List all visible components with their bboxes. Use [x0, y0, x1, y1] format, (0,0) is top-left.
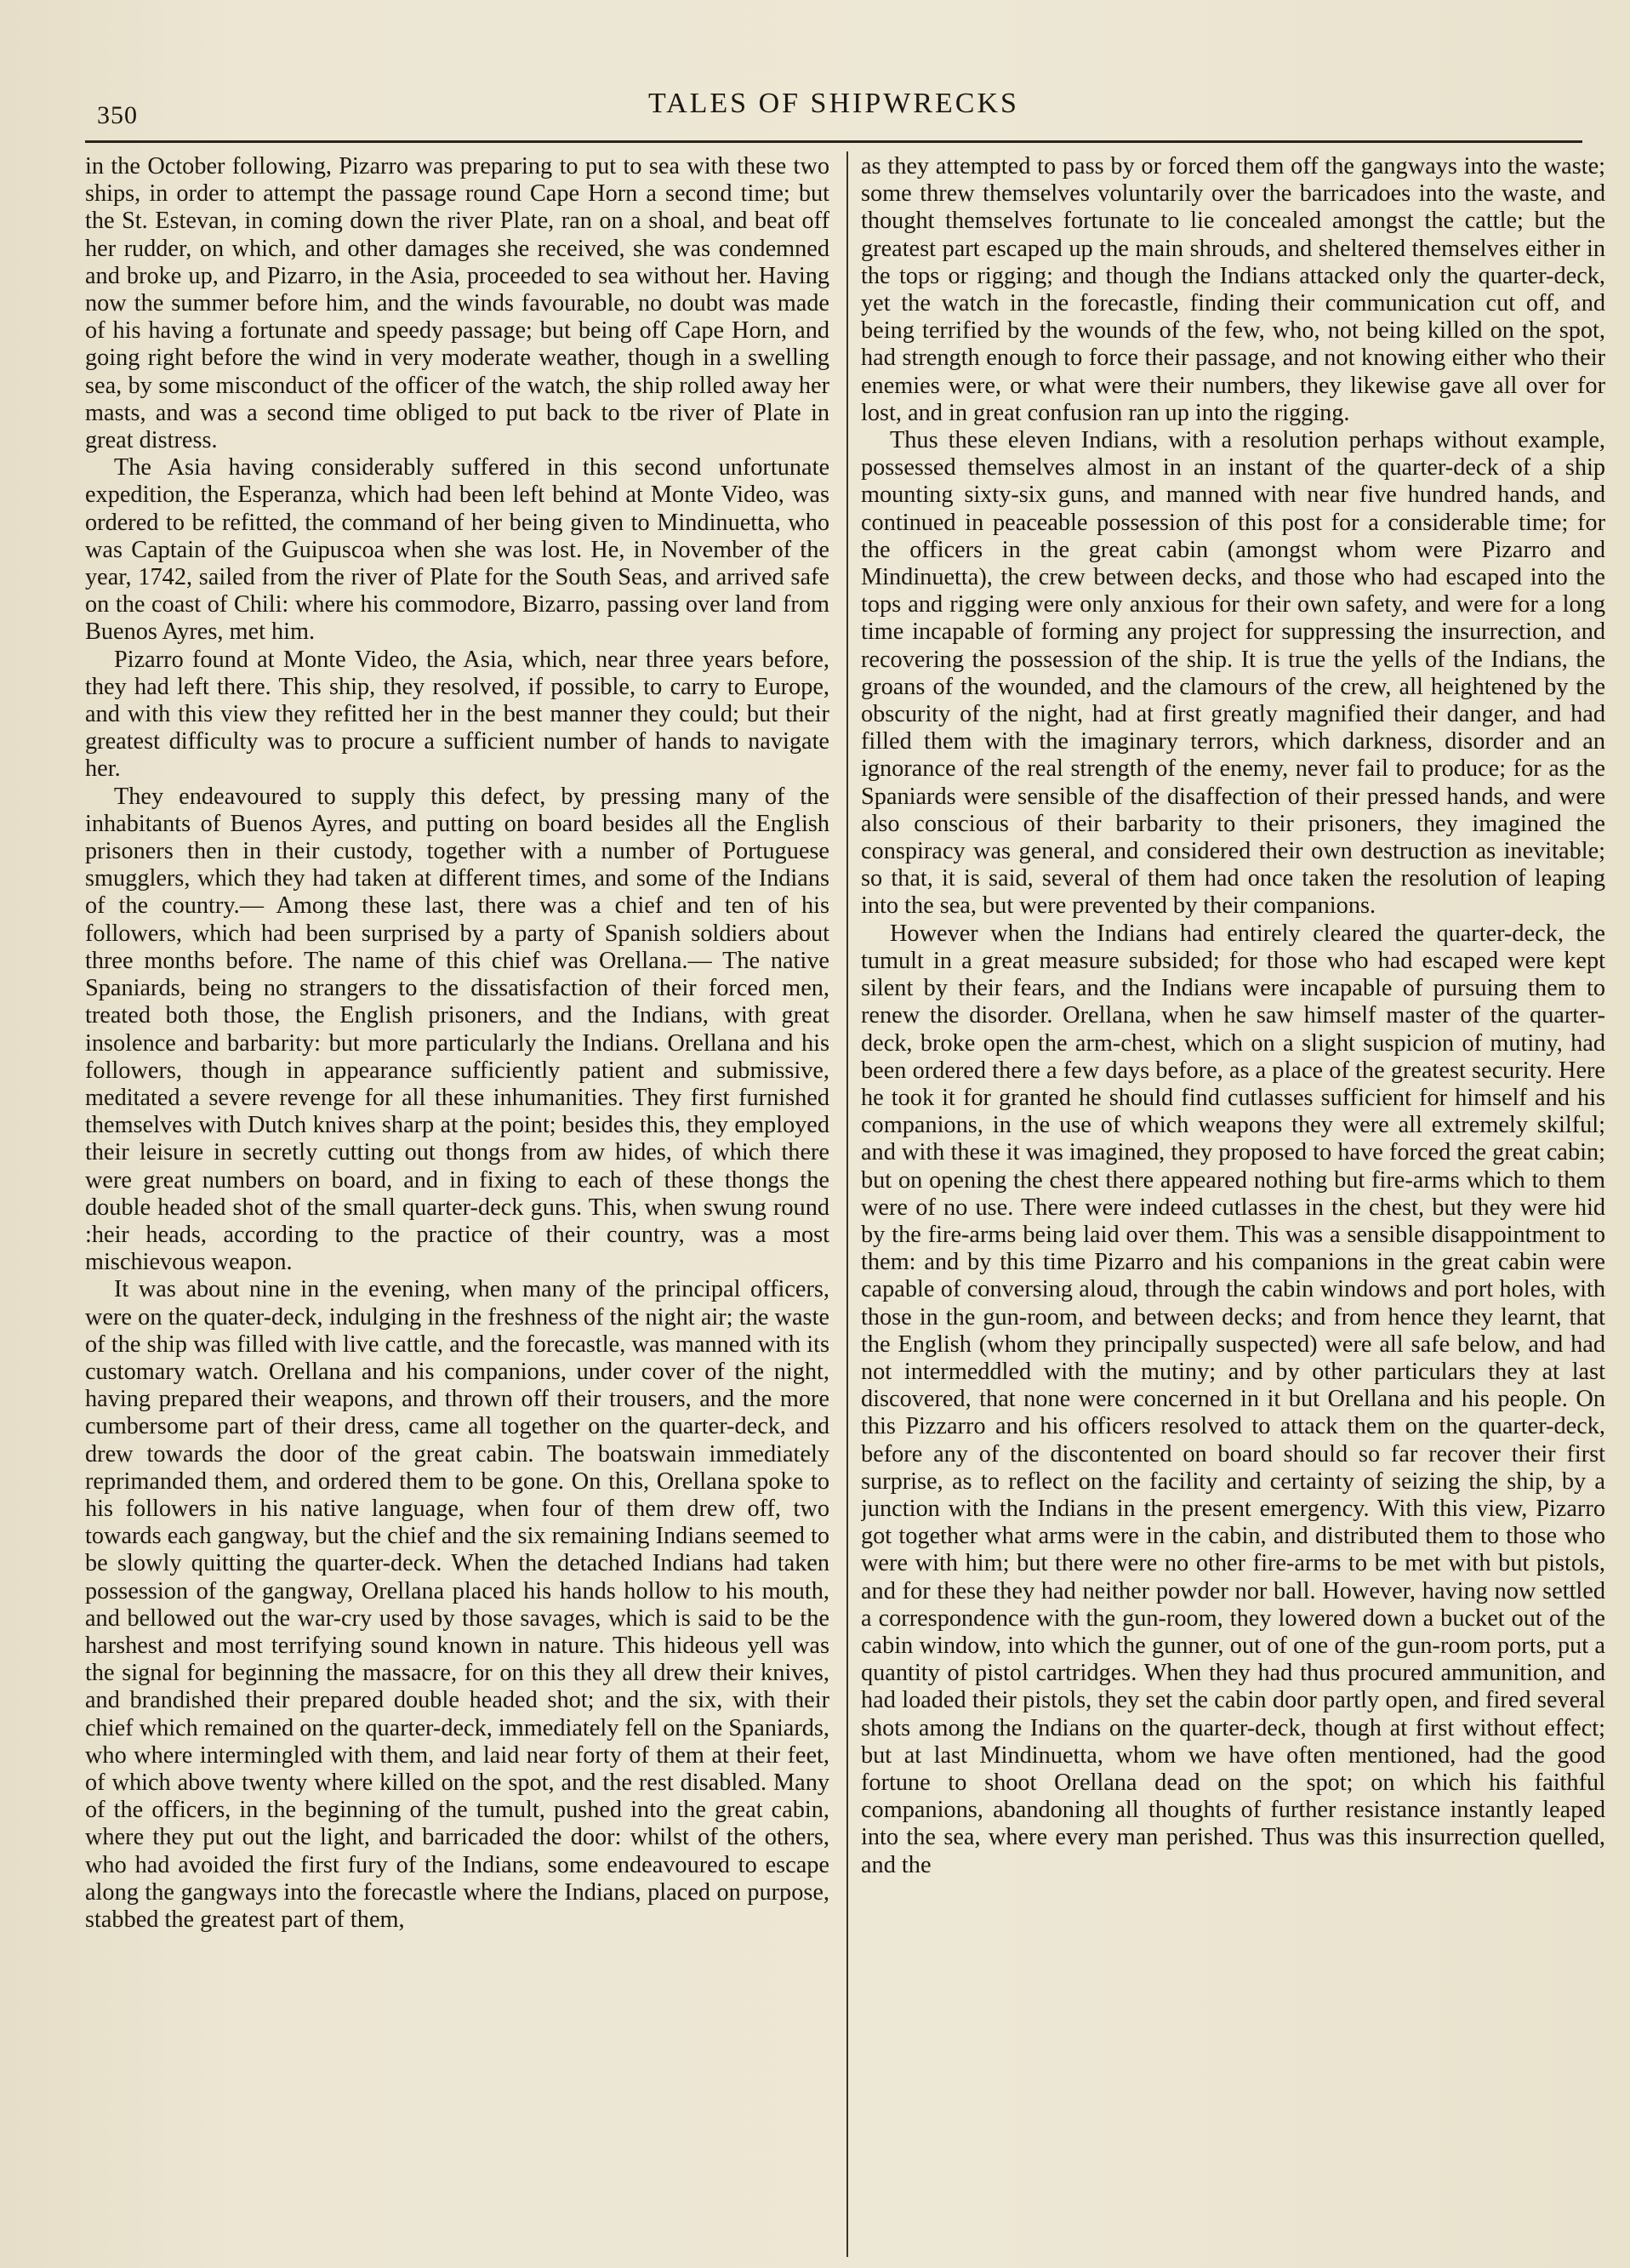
column-divider — [846, 151, 848, 2257]
page-header — [85, 81, 1582, 132]
paragraph: The Asia having considerably suffered in this second unfortunate expedition, the Esperanza, which had been left behind at Monte Video, was ordered to be refitted, the command of her being given to Mindinuetta, who was Captain of the Guipuscoa when she was lost. He, in November of the year, 1742, sailed from the river of Plate for the South Seas, and arrived safe on the coast of Chili: where his commodore, Bizarro, passing over land from Buenos Ayres, met him. — [85, 454, 829, 646]
paragraph: as they attempted to pass by or forced them off the gangways into the waste; some threw themselves voluntarily over the barricadoes into the waste, and thought themselves fortunate to lie concealed amongst the cattle; but the greatest part escaped up the main shrouds, and sheltered themselves either in the tops or rigging; and though the Indians attacked only the quarter-deck, yet the watch in the forecastle, finding their communication cut off, and being terrified by the wounds of the few, who, not being killed on the spot, had strength enough to force their passage, and not knowing either who their enemies were, or what were their numbers, they likewise gave all over for lost, and in great confusion ran up into the rigging. — [861, 153, 1605, 426]
paragraph: They endeavoured to supply this defect, by pressing many of the inhabitants of Buenos Ayres, and putting on board besides all the English prisoners then in their custody, together with a number of Portuguese smugglers, which they had taken at different times, and some of the Indians of the country.— Among these last, there was a chief and ten of his followers, which had been surprised by a party of Spanish soldiers about three months before. The name of this chief was Orellana.— The native Spaniards, being no strangers to the dissatisfaction of their forced men, treated both those, the English prisoners, and the Indians, with great insolence and barbarity: but more particularly the Indians. Orellana and his followers, though in appearance sufficiently patient and submissive, meditated a severe revenge for all these inhumanities. They first furnished themselves with Dutch knives sharp at the point; besides this, they employed their leisure in secretly cutting out thongs from aw hides, of which there were great numbers on board, and in fixing to each of these thongs the double headed shot of the small quarter-deck guns. This, when swung round :heir heads, according to the practice of their country, was a most mischievous weapon. — [85, 783, 829, 1276]
paragraph: Pizarro found at Monte Video, the Asia, which, near three years before, they had left there. This ship, they resolved, if possible, to carry to Europe, and with this view they refitted her in the best manner they could; but their greatest difficulty was to procure a sufficient number of hands to navigate her. — [85, 646, 829, 783]
paragraph: It was about nine in the evening, when many of the principal officers, were on the quater-deck, indulging in the freshness of the night air; the waste of the ship was filled with live cattle, and the forecastle, was manned with its customary watch. Orellana and his companions, under cover of the night, having prepared their weapons, and thrown off their trousers, and the more cumbersome part of their dress, came all together on the quarter-deck, and drew towards the door of the great cabin. The boatswain immediately reprimanded them, and ordered them to be gone. On this, Orellana spoke to his followers in his native language, when four of them drew off, two towards each gangway, but the chief and the six remaining Indians seemed to be slowly quitting the quarter-deck. When the detached Indians had taken possession of the gangway, Orellana placed his hands hollow to his mouth, and bellowed out the war-cry used by those savages, which is said to be the harshest and most terrifying sound known in nature. This hideous yell was the signal for beginning the massacre, for on this they all drew their knives, and brandished their prepared double headed shot; and the six, with their chief which remained on the quarter-deck, immediately fell on the Spaniards, who where intermingled with them, and laid near forty of them at their feet, of which above twenty where killed on the spot, and the rest disabled. Many of the officers, in the beginning of the tumult, pushed into the great cabin, where they put out the light, and barricaded the door: whilst of the others, who had avoided the first fury of the Indians, some endeavoured to escape along the gangways into the forecastle where the Indians, placed on purpose, stabbed the greatest part of them, — [85, 1276, 829, 1933]
left-column — [85, 153, 829, 2254]
paragraph: in the October following, Pizarro was preparing to put to sea with these two ships, in order to attempt the passage round Cape Horn a second time; but the St. Estevan, in coming down the river Plate, ran on a shoal, and beat off her rudder, on which, and other damages she received, she was condemned and broke up, and Pizarro, in the Asia, proceeded to sea without her. Having now the summer before him, and the winds favourable, no doubt was made of his having a fortunate and speedy passage; but being off Cape Horn, and going right before the wind in very moderate weather, though in a swelling sea, by some misconduct of the officer of the watch, the ship rolled away her masts, and was a second time obliged to put back to tbe river of Plate in great distress. — [85, 153, 829, 454]
header-rule — [85, 140, 1582, 143]
paragraph: Thus these eleven Indians, with a resolution perhaps without example, possessed themselves almost in an instant of the quarter-deck of a ship mounting sixty-six guns, and manned with near five hundred hands, and continued in peaceable possession of this post for a considerable time; for the officers in the great cabin (amongst whom were Pizarro and Mindinuetta), the crew between decks, and those who had escaped into the tops and rigging were only anxious for their own safety, and were for a long time incapable of forming any project for suppressing the insurrection, and recovering the possession of the ship. It is true the yells of the Indians, the groans of the wounded, and the clamours of the crew, all heightened by the obscurity of the night, had at first greatly magnified their danger, and had filled them with the imaginary terrors, which darkness, disorder and an ignorance of the real strength of the enemy, never fail to produce; for as the Spaniards were sensible of the disaffection of their pressed hands, and were also conscious of their barbarity to their prisoners, they imagined the conspiracy was general, and considered their own destruction as inevitable; so that, it is said, several of them had once taken the resolution of leaping into the sea, but were prevented by their companions. — [861, 427, 1605, 920]
page-number: 350 — [97, 101, 138, 129]
right-column — [861, 153, 1605, 2254]
paragraph: However when the Indians had entirely cleared the quarter-deck, the tumult in a great measure subsided; for those who had escaped were kept silent by their fears, and the Indians were incapable of pursuing them to renew the disorder. Orellana, when he saw himself master of the quarter-deck, broke open the arm-chest, which on a slight suspicion of mutiny, had been ordered there a few days before, as a place of the greatest security. Here he took it for granted he should find cutlasses sufficient for himself and his companions, in the use of which weapons they were all extremely skilful; and with these it was imagined, they proposed to have forced the great cabin; but on opening the chest there appeared nothing but fire-arms which to them were of no use. There were indeed cutlasses in the chest, but they were hid by the fire-arms being laid over them. This was a sensible disappointment to them: and by this time Pizarro and his companions in the great cabin were capable of conversing aloud, through the cabin windows and port holes, with those in the gun-room, and between decks; and from hence they learnt, that the English (whom they principally suspected) were all safe below, and had not intermeddled with the mutiny; and by other particulars they at last discovered, that none were concerned in it but Orellana and his people. On this Pizzarro and his officers resolved to attack them on the quarter-deck, before any of the discontented on board should so far recover their first surprise, as to reflect on the facility and certainty of seizing the ship, by a junction with the Indians in the present emergency. With this view, Pizarro got together what arms were in the cabin, and distributed them to those who were with him; but there were no other fire-arms to be met with but pistols, and for these they had neither powder nor ball. However, having now settled a correspondence with the gun-room, they lowered down a bucket out of the cabin window, into which the gunner, out of one of the gun-room ports, put a quantity of pistol cartridges. When they had thus procured ammunition, and had loaded their pistols, they set the cabin door partly open, and fired several shots among the Indians on the quarter-deck, though at first without effect; but at last Mindinuetta, whom we have often mentioned, had the good fortune to shoot Orellana dead on the spot; on which his faithful companions, abandoning all thoughts of further resistance instantly leaped into the sea, where every man perished. Thus was this insurrection quelled, and the — [861, 920, 1605, 1878]
running-title: TALES OF SHIPWRECKS — [648, 88, 1019, 119]
